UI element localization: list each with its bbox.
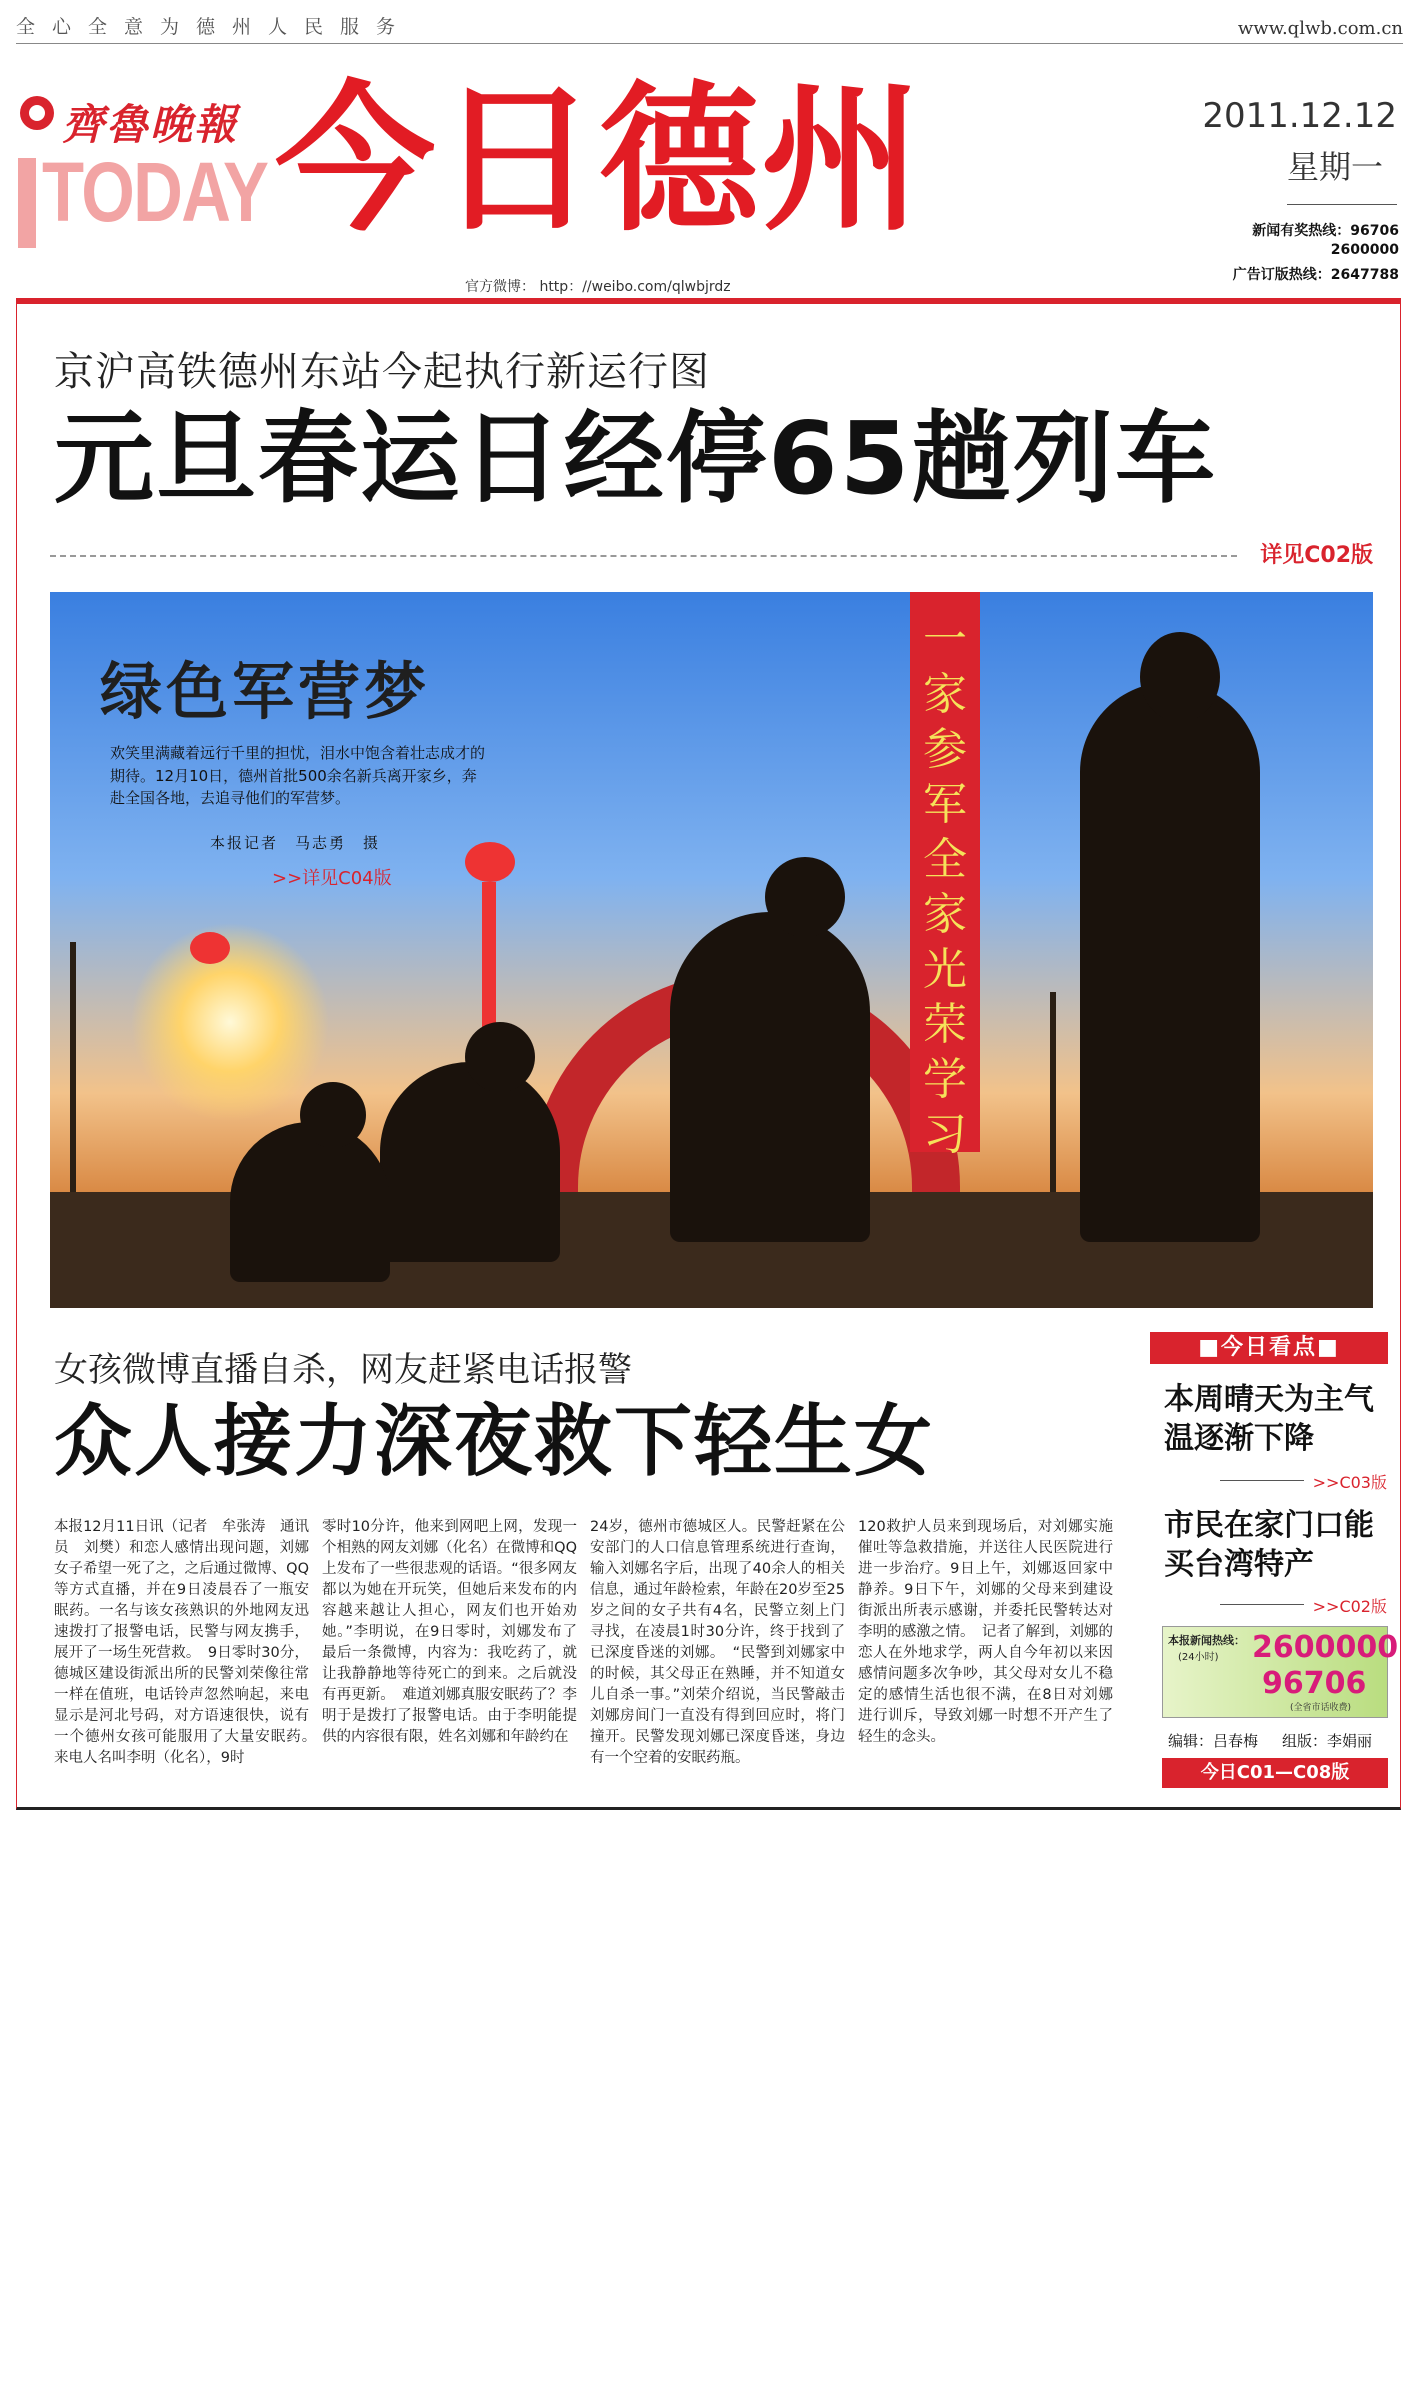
slogan: 全心全意为德州人民服务 bbox=[16, 16, 413, 38]
ad-sub: (24小时) bbox=[1178, 1652, 1219, 1663]
red-lantern bbox=[465, 842, 515, 882]
soldier-head bbox=[465, 1022, 535, 1092]
soldier-silhouette bbox=[1080, 682, 1260, 1242]
photo-title: 绿色军营梦 bbox=[100, 655, 431, 728]
photo-caption: 欢笑里满藏着远行千里的担忧，泪水中饱含着壮志成才的期待。12月10日，德州首批500余名新兵离开家乡，奔赴全国各地，去追寻他们的军营梦。 bbox=[110, 744, 486, 807]
top-divider bbox=[16, 43, 1403, 44]
tree bbox=[1050, 992, 1056, 1192]
sidebar-item-weather[interactable]: 本周晴天为主气温逐渐下降 bbox=[1164, 1382, 1374, 1456]
issue-weekday: 星期一 bbox=[1286, 148, 1383, 186]
sidebar-item-taiwan-goods[interactable]: 市民在家门口能买台湾特产 bbox=[1164, 1508, 1374, 1582]
issue-date: 2011.12.12 bbox=[1202, 96, 1397, 136]
designer-credit: 组版：李娟丽 bbox=[1282, 1732, 1373, 1750]
sidebar-divider bbox=[1220, 1604, 1304, 1605]
lead-headline[interactable]: 元旦春运日经停65趟列车 bbox=[54, 400, 1218, 517]
story2-column: 24岁，德州市德城区人。民警赶紧在公安部门的人口信息管理系统进行查询，输入刘娜名字后，出现了40余人的相关信息，通过年龄检索，年龄在20岁至25岁之间的女子共有4名，民警立刻上门寻找，在凌晨1时30分许，终于找到了已深度昏迷的刘娜。 “民警到刘娜家中的时候，其父母正在熟睡，并不知道女儿自杀一事。”刘荣介绍说，当民警敲击刘娜房间门一直没有得到回应时，将门撞开。民警发现刘娜已深度昏迷，身边有一个空着的安眠药瓶。 bbox=[590, 1519, 845, 1766]
lead-page-ref[interactable]: 详见C02版 bbox=[1260, 543, 1373, 568]
lead-kicker: 京沪高铁德州东站今起执行新运行图 bbox=[54, 349, 710, 395]
site-url[interactable]: www.qlwb.com.cn bbox=[1237, 18, 1403, 39]
date-divider bbox=[1287, 204, 1397, 205]
lead-divider bbox=[50, 555, 1237, 557]
ad-label: 本报新闻热线： bbox=[1168, 1634, 1245, 1647]
story2-column: 本报12月11日讯（记者 牟张涛 通讯员 刘樊）和恋人感情出现问题，刘娜女子希望一死了之，之后通过微博、QQ等方式直播，并在9日凌晨吞了一瓶安眠药。一名与该女孩熟识的外地网友迅速拨打了报警电话，民警与网友携手，展开了一场生死营救。 9日零时30分，德城区建设街派出所的民警刘荣像往常一样在值班，电话铃声忽然响起，来电显示是河北号码，对方语速很快，说有一个德州女孩可能服用了大量安眠药。 来电人名叫李明（化名），9时 bbox=[54, 1519, 324, 1766]
hotline-ads: 广告订版热线：2647788 bbox=[1232, 267, 1399, 283]
story2-kicker: 女孩微博直播自杀，网友赶紧电话报警 bbox=[54, 1350, 632, 1390]
sidebar-divider bbox=[1220, 1480, 1304, 1481]
story2-column: 零时10分许，他来到网吧上网，发现一个相熟的网友刘娜（化名）在微博和QQ上发布了一些很悲观的话语。“很多网友都以为她在开玩笑，但她后来发布的内容越来越让人担心，网友们也开始劝她。”李明说，在9日零时，刘娜发布了最后一条微博，内容为：我吃药了，就让我静静地等待死亡的到来。之后就没有再更新。 难道刘娜真服安眠药了？李明于是拨打了报警电话。由于李明能提供的内容很有限，姓名刘娜和年龄约在 bbox=[322, 1519, 577, 1745]
story2-headline[interactable]: 众人接力深夜救下轻生女 bbox=[54, 1397, 935, 1487]
sidebar-heading: ■今日看点■ bbox=[1150, 1332, 1388, 1364]
logo-today: TODAY bbox=[42, 145, 268, 239]
soldier-head bbox=[1140, 632, 1220, 722]
logo-bar bbox=[18, 158, 36, 248]
red-lantern bbox=[190, 932, 230, 964]
logo-icon bbox=[20, 96, 54, 130]
soldier-silhouette bbox=[230, 1122, 390, 1282]
hotline-news: 新闻有奖热线：96706 bbox=[1252, 223, 1399, 239]
weibo-link[interactable]: 官方微博： http：//weibo.com/qlwbjrdz bbox=[465, 279, 731, 295]
photo-credit: 本报记者 马志勇 摄 bbox=[210, 834, 381, 852]
banner-text: 一家参军 全家光荣 学习 bbox=[923, 614, 967, 1160]
soldier-head bbox=[765, 857, 845, 937]
photo-page-ref[interactable]: >>详见C04版 bbox=[272, 868, 392, 889]
editor-credit: 编辑：吕春梅 bbox=[1168, 1732, 1259, 1750]
sidebar-footer: 今日C01—C08版 bbox=[1162, 1758, 1388, 1788]
sidebar-item-ref[interactable]: >>C02版 bbox=[1312, 1597, 1387, 1616]
news-photo bbox=[50, 592, 1373, 1308]
story2-column: 120救护人员来到现场后，对刘娜实施催吐等急救措施，并送往人民医院进行进一步治疗。9日上午，刘娜返回家中静养。9日下午，刘娜的父母来到建设街派出所表示感谢，并委托民警转达对李明的感激之情。 记者了解到，刘娜的恋人在外地求学，两人自今年初以来因感情问题多次争吵，其父母对女儿不稳定的感情生活也很不满，在8日对刘娜进行训斥，导致刘娜一时想不开产生了轻生的念头。 bbox=[858, 1519, 1113, 1745]
hotline-news-alt: 2600000 bbox=[1330, 242, 1399, 258]
sun-glow bbox=[130, 922, 330, 1122]
logo-name: 齊魯晚報 bbox=[62, 100, 239, 149]
sidebar-item-ref[interactable]: >>C03版 bbox=[1312, 1473, 1387, 1492]
ad-hint: (全省市话收费) bbox=[1290, 1703, 1352, 1713]
masthead-title: 今日德州 bbox=[275, 66, 924, 253]
soldier-silhouette bbox=[670, 912, 870, 1242]
ad-number-primary: 2600000 bbox=[1252, 1630, 1399, 1665]
ad-number-secondary: 96706 bbox=[1262, 1666, 1367, 1701]
tree bbox=[70, 942, 76, 1192]
soldier-silhouette bbox=[380, 1062, 560, 1262]
soldier-head bbox=[300, 1082, 366, 1148]
